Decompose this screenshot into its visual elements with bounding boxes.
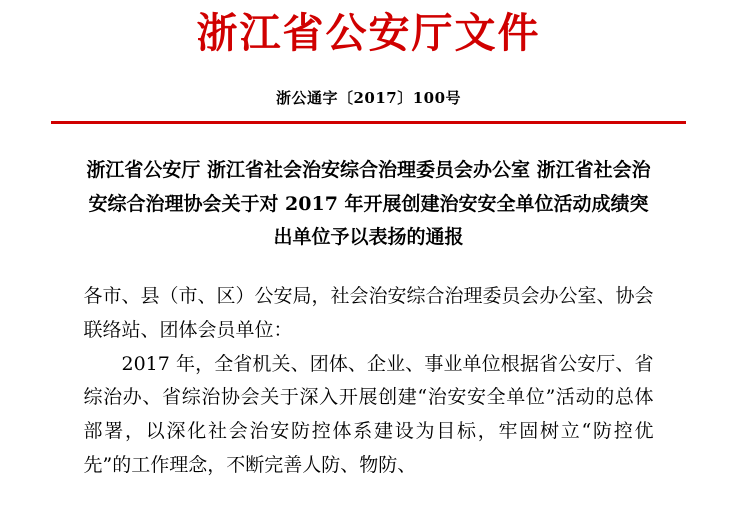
document-subject: 浙江省公安厅 浙江省社会治安综合治理委员会办公室 浙江省社会治安综合治理协会关于对 2017 年开展创建治安安全单位活动成绩突出单位予以表扬的通报 xyxy=(86,159,651,248)
body-paragraph-1: 2017 年，全省机关、团体、企业、事业单位根据省公安厅、省综治办、省综治协会关于深入开展创建“治安安全单位”活动的总体部署，以深化社会治安防控体系建设为目标，牢固树立“防控优先”的工作理念，不断完善人防、物防、 xyxy=(83,352,654,477)
document-header xyxy=(0,0,737,59)
red-divider-rule xyxy=(51,121,686,124)
document-body xyxy=(84,280,654,483)
document-title: 浙江省公安厅文件 xyxy=(196,9,541,57)
document-number: 浙公通字〔2017〕100号 xyxy=(275,89,462,108)
body-paragraph-salutation: 各市、县（市、区）公安局，社会治安综合治理委员会办公室、协会联络站、团体会员单位： xyxy=(83,285,654,341)
